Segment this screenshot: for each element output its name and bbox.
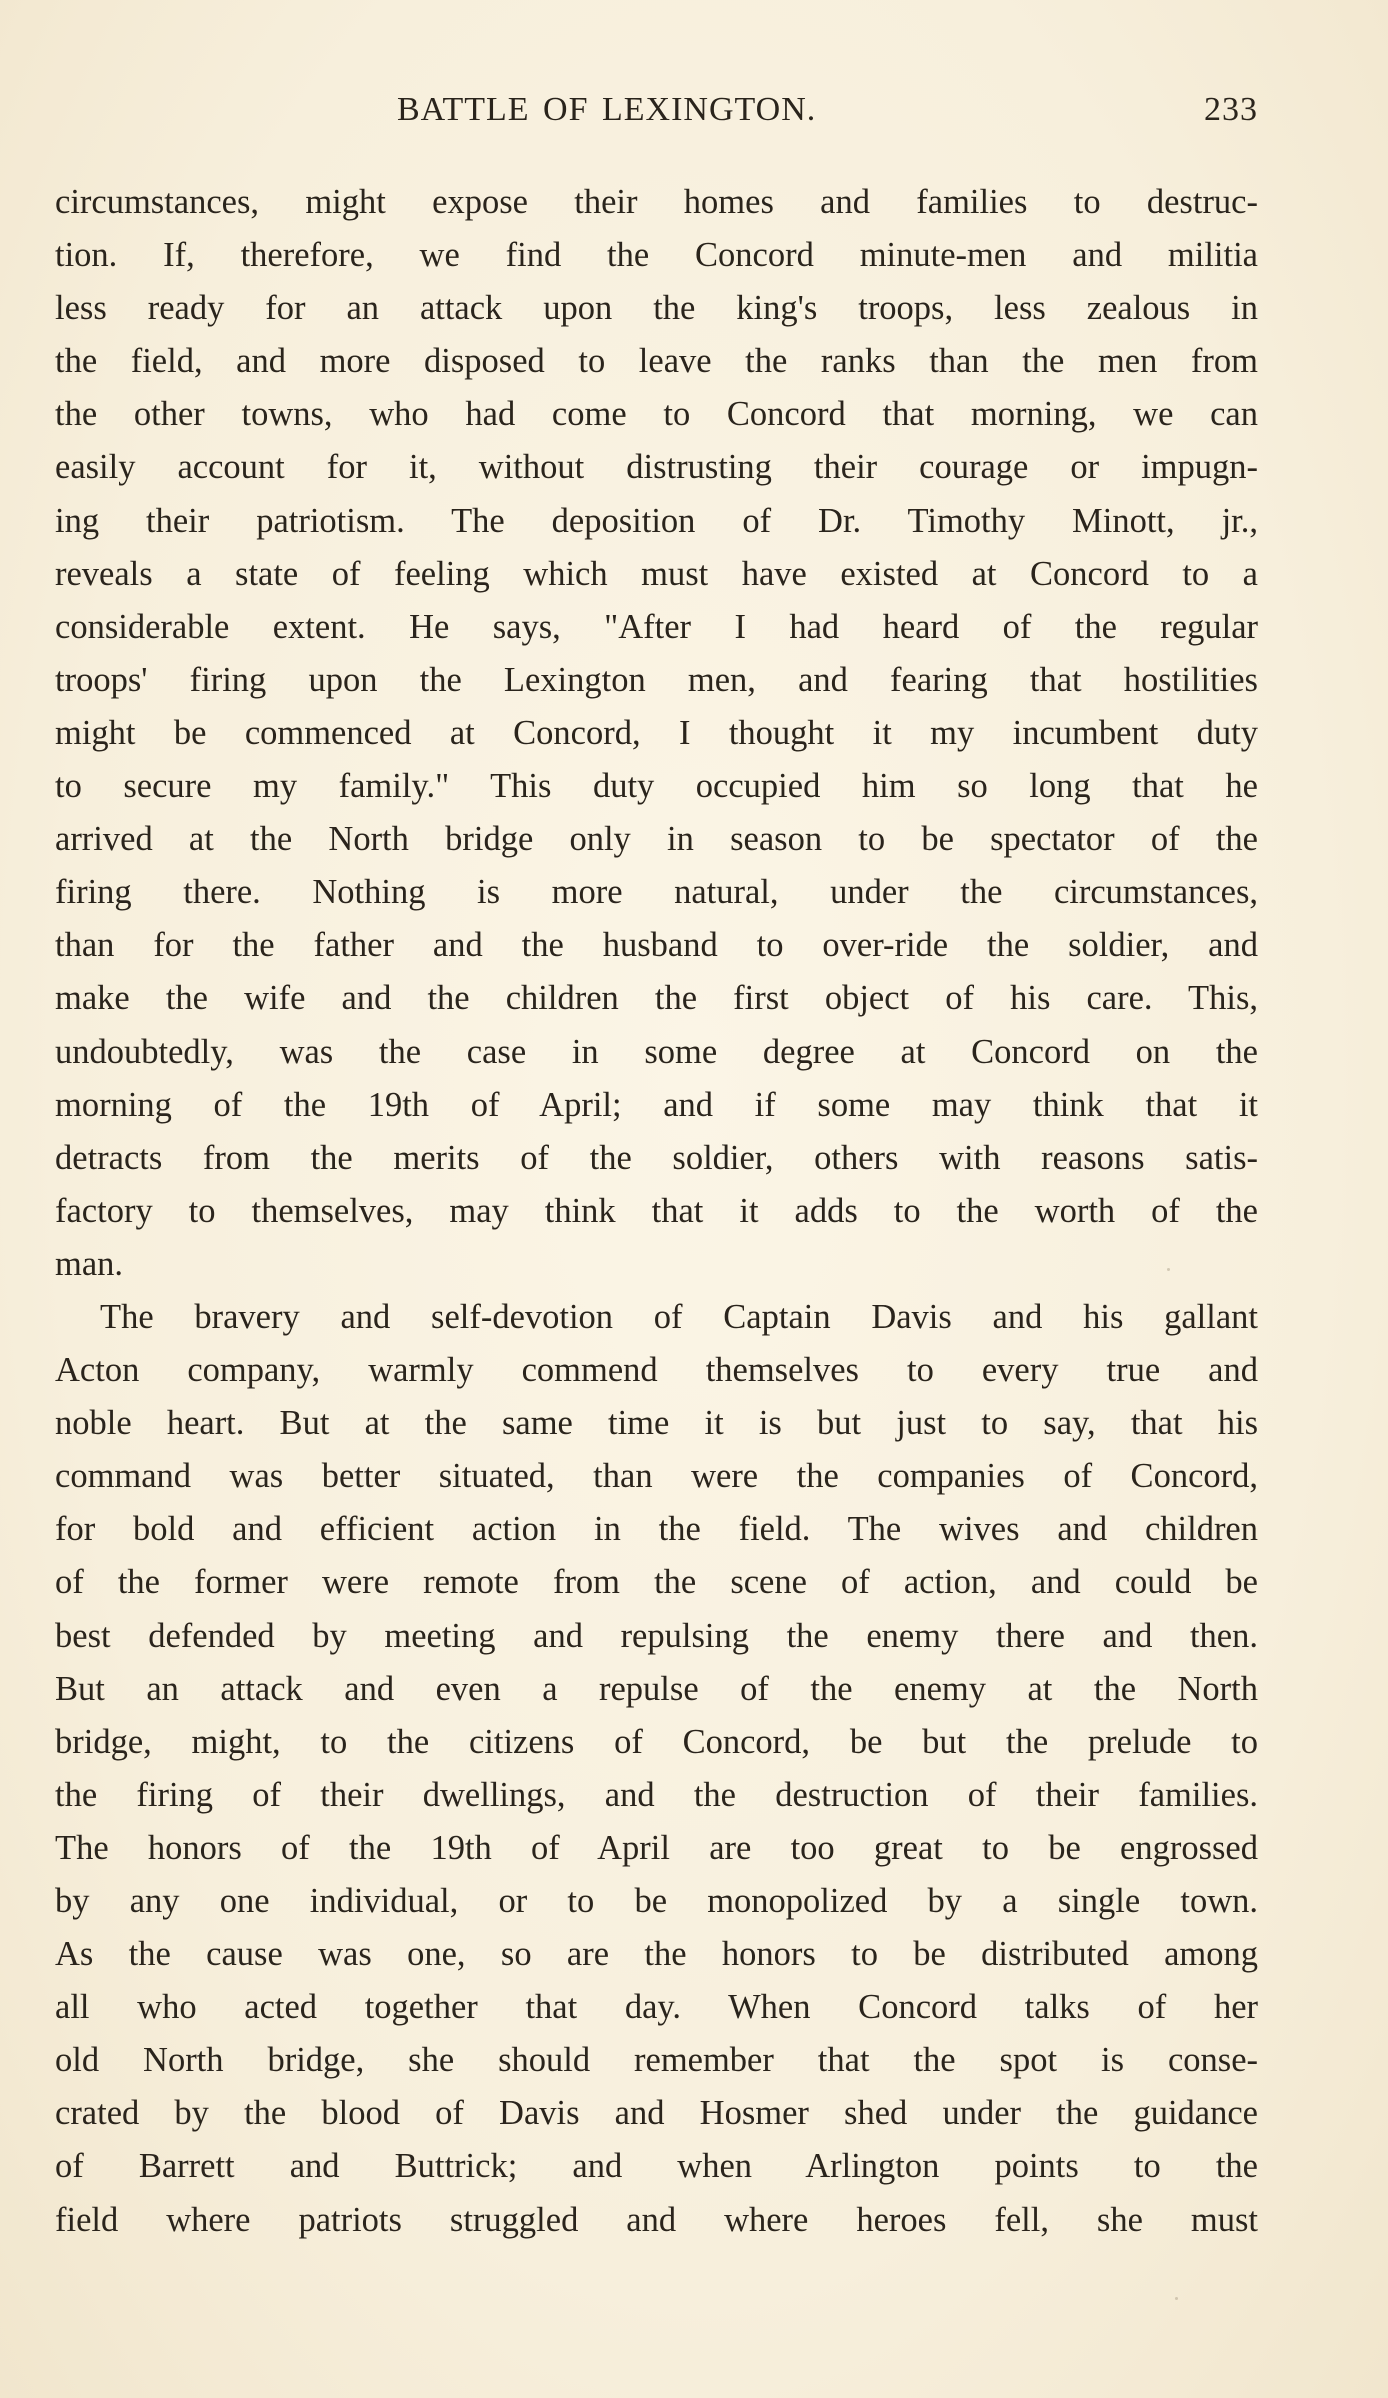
text-line: best defended by meeting and repulsing the enemy there and then. <box>55 1616 1258 1655</box>
text-line: As the cause was one, so are the honors to be distributed among <box>55 1935 1258 1974</box>
text-line: for bold and efficient action in the field. The wives and children <box>55 1510 1258 1549</box>
page-number: 233 <box>1204 91 1258 128</box>
text-line: by any one individual, or to be monopolized by a single town. <box>55 1882 1258 1920</box>
text-line: firing there. Nothing is more natural, under the circumstances, <box>55 873 1258 912</box>
text-line: reveals a state of feeling which must have existed at Concord to a <box>55 554 1258 593</box>
text-line: noble heart. But at the same time it is but just to say, that his <box>55 1404 1258 1443</box>
text-line: crated by the blood of Davis and Hosmer shed under the guidance <box>55 2094 1258 2133</box>
text-line: ing their patriotism. The deposition of Dr. Timothy Minott, jr., <box>55 501 1258 540</box>
text-line: the firing of their dwellings, and the destruction of their families. <box>55 1775 1258 1814</box>
text-line: man. <box>55 1244 124 1283</box>
text-line: bridge, might, to the citizens of Concord, be but the prelude to <box>55 1722 1258 1761</box>
text-line: circumstances, might expose their homes and families to destruc- <box>55 183 1258 221</box>
text-line: easily account for it, without distrusting their courage or impugn- <box>55 448 1258 487</box>
text-line: considerable extent. He says, "After I had heard of the regular <box>55 607 1258 646</box>
text-line: morning of the 19th of April; and if some may think that it <box>55 1085 1258 1124</box>
text-line: Acton company, warmly commend themselves to every true and <box>55 1351 1258 1390</box>
paper-speck <box>1167 1268 1170 1271</box>
text-line: command was better situated, than were the companies of Concord, <box>55 1457 1258 1496</box>
text-line: factory to themselves, may think that it adds to the worth of the <box>55 1191 1258 1230</box>
text-line: might be commenced at Concord, I thought it my incumbent duty <box>55 713 1258 752</box>
text-line: of Barrett and Buttrick; and when Arlington points to the <box>55 2147 1258 2186</box>
text-line: undoubtedly, was the case in some degree at Concord on the <box>55 1032 1258 1071</box>
paper-speck <box>1175 2297 1178 2300</box>
text-line: old North bridge, she should remember that the spot is conse- <box>55 2041 1258 2080</box>
text-line: The honors of the 19th of April are too great to be engrossed <box>55 1828 1258 1867</box>
text-line: The bravery and self-devotion of Captain Davis and his gallant <box>100 1297 1258 1336</box>
page-header <box>55 90 1258 130</box>
text-line: to secure my family." This duty occupied him so long that he <box>55 767 1258 806</box>
text-line: make the wife and the children the first object of his care. This, <box>55 979 1258 1018</box>
text-line: all who acted together that day. When Concord talks of her <box>55 1988 1258 2027</box>
running-head: BATTLE OF LEXINGTON. <box>397 91 817 128</box>
text-line: field where patriots struggled and where heroes fell, she must <box>55 2200 1258 2239</box>
text-line: troops' firing upon the Lexington men, and fearing that hostilities <box>55 660 1258 699</box>
text-line: arrived at the North bridge only in season to be spectator of the <box>55 820 1258 859</box>
text-line: the other towns, who had come to Concord that morning, we can <box>55 395 1258 434</box>
body-text <box>55 176 1258 2247</box>
text-line: tion. If, therefore, we find the Concord minute-men and militia <box>55 236 1258 275</box>
text-line: the field, and more disposed to leave the ranks than the men from <box>55 342 1258 381</box>
text-line: But an attack and even a repulse of the enemy at the North <box>55 1669 1258 1708</box>
text-line: than for the father and the husband to over-ride the soldier, and <box>55 926 1258 965</box>
text-line: less ready for an attack upon the king's troops, less zealous in <box>55 289 1258 328</box>
text-line: of the former were remote from the scene of action, and could be <box>55 1563 1258 1602</box>
text-line: detracts from the merits of the soldier, others with reasons satis- <box>55 1138 1258 1177</box>
